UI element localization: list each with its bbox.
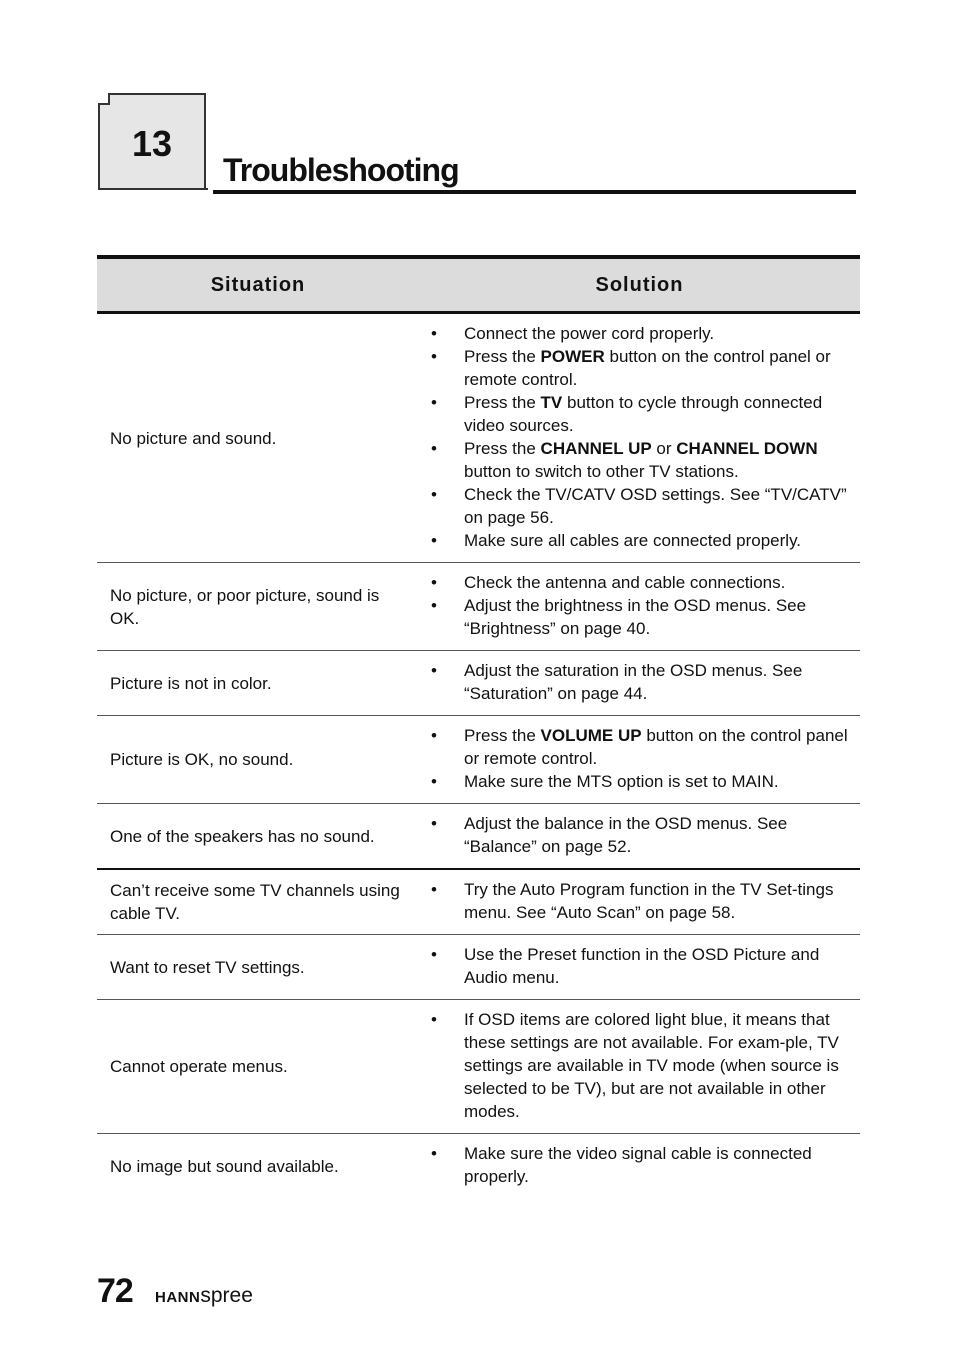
table-row	[97, 313, 860, 563]
solution-list	[419, 878, 850, 924]
chapter-title: Troubleshooting	[223, 152, 459, 188]
solution-keyword: TV	[540, 393, 563, 412]
solution-text: button on the control panel or remote control.	[464, 726, 848, 768]
solution-text: Connect the power cord properly.	[464, 324, 715, 343]
solution-cell	[419, 935, 860, 1000]
solution-text: Make sure all cables are connected properly.	[464, 531, 802, 550]
solution-list	[419, 659, 850, 705]
solution-item	[419, 812, 850, 858]
solution-text: button to switch to other TV stations.	[464, 462, 739, 481]
solution-text: Try the Auto Program function in the TV Set-tings menu. See “Auto Scan” on page 58.	[464, 880, 834, 922]
chapter-number-box	[98, 93, 206, 190]
situation-cell: No picture, or poor picture, sound is OK.	[97, 563, 419, 651]
solution-text: Make sure the MTS option is set to MAIN.	[464, 772, 779, 791]
title-underline	[213, 190, 856, 194]
chapter-tab-rule	[98, 188, 208, 190]
solution-item	[419, 943, 850, 989]
solution-item	[419, 345, 850, 391]
solution-item	[419, 594, 850, 640]
table-row	[97, 869, 860, 935]
troubleshooting-table	[97, 255, 860, 1198]
solution-list	[419, 1008, 850, 1123]
table-row	[97, 1134, 860, 1199]
solution-text: Adjust the brightness in the OSD menus. See “Brightness” on page 40.	[464, 596, 807, 638]
situation-cell: Want to reset TV settings.	[97, 935, 419, 1000]
solution-keyword: CHANNEL DOWN	[676, 439, 818, 458]
solution-item	[419, 1142, 850, 1188]
table-row	[97, 716, 860, 804]
table-header-row	[97, 257, 860, 313]
situation-header: Situation	[97, 257, 419, 313]
brand-logo-light: spree	[200, 1284, 253, 1307]
solution-text: Press the	[464, 393, 541, 412]
solution-text: If OSD items are colored light blue, it means that these settings are not available. For exam-ple, TV settings are available in TV mode (when source is selected to be TV), but are not available in other modes.	[464, 1010, 839, 1121]
situation-cell: No image but sound available.	[110, 1156, 339, 1176]
solution-item	[419, 391, 850, 437]
solution-text: Press the	[464, 347, 541, 366]
solution-text: Use the Preset function in the OSD Picture and Audio menu.	[464, 945, 820, 987]
table-row	[97, 1000, 860, 1134]
page-number: 72	[97, 1272, 133, 1310]
solution-list	[419, 724, 850, 793]
solution-list	[419, 322, 850, 552]
situation-cell: Cannot operate menus.	[97, 1000, 419, 1134]
solution-item	[419, 770, 850, 793]
solution-list	[419, 812, 850, 858]
solution-text: Press the	[464, 726, 541, 745]
solution-item	[419, 1008, 850, 1123]
solution-item	[419, 529, 850, 552]
solution-item	[419, 878, 850, 924]
solution-keyword: CHANNEL UP	[540, 439, 652, 458]
solution-header: Solution	[419, 257, 860, 313]
solution-item	[419, 322, 850, 345]
solution-text: Check the TV/CATV OSD settings. See “TV/CATV” on page 56.	[464, 485, 847, 527]
solution-text: Check the antenna and cable connections.	[464, 573, 786, 592]
situation-cell: One of the speakers has no sound.	[97, 804, 419, 870]
solution-list	[419, 1142, 850, 1188]
solution-cell	[419, 313, 860, 563]
solution-item	[419, 659, 850, 705]
situation-cell: No picture and sound.	[97, 313, 419, 563]
table-row	[97, 563, 860, 651]
solution-item	[419, 724, 850, 770]
solution-cell	[419, 563, 860, 651]
solution-text: Adjust the balance in the OSD menus. See “Balance” on page 52.	[464, 814, 788, 856]
solution-cell	[419, 651, 860, 716]
solution-text: Press the	[464, 439, 541, 458]
table-row	[97, 935, 860, 1000]
solution-text: Make sure the video signal cable is connected properly.	[464, 1144, 812, 1186]
solution-item	[419, 483, 850, 529]
table-row	[97, 804, 860, 870]
table-row	[97, 651, 860, 716]
solution-text: or	[651, 439, 677, 458]
solution-cell	[419, 804, 860, 870]
solution-text: Adjust the saturation in the OSD menus. See “Saturation” on page 44.	[464, 661, 803, 703]
solution-text: button on the control panel or remote control.	[464, 347, 831, 389]
situation-cell: Picture is OK, no sound.	[97, 716, 419, 804]
solution-cell	[419, 1000, 860, 1134]
solution-cell	[419, 1134, 860, 1199]
chapter-number: 13	[131, 123, 173, 164]
solution-item	[419, 571, 850, 594]
solution-cell	[419, 716, 860, 804]
table-body	[97, 313, 860, 1199]
solution-keyword: POWER	[540, 347, 605, 366]
situation-cell: Can’t receive some TV channels using cable TV.	[97, 869, 419, 935]
solution-cell	[419, 869, 860, 935]
solution-text: button to cycle through connected video sources.	[464, 393, 823, 435]
solution-item	[419, 437, 850, 483]
solution-list	[419, 571, 850, 640]
situation-cell: Picture is not in color.	[97, 651, 419, 716]
solution-list	[419, 943, 850, 989]
brand-logo-bold: HANN	[155, 1289, 201, 1306]
brand-logo	[155, 1284, 253, 1308]
solution-keyword: VOLUME UP	[540, 726, 642, 745]
